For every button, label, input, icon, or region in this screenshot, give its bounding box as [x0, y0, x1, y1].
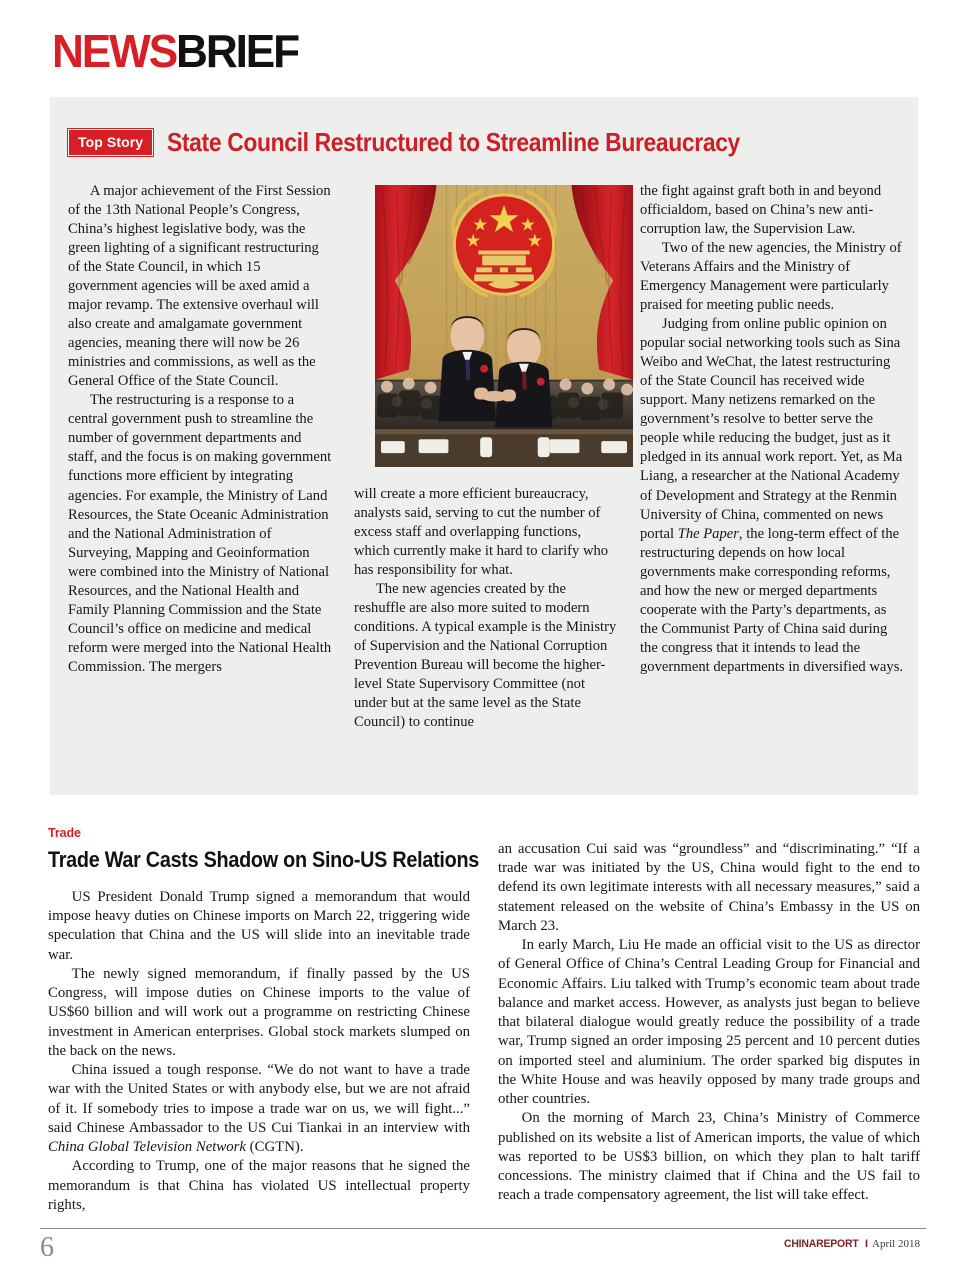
footer-publication-info — [782, 1238, 920, 1250]
trade-story-column-left — [48, 888, 470, 1215]
paragraph: will create a more efficient bureaucracy, analysts said, serving to cut the number of excess staff and overlapping functions, which currently make it hard to clarify who has responsibility for what. — [354, 486, 609, 579]
paragraph: In early March, Liu He made an official visit to the US as director of General Office of China’s Central Leading Group for Financial and Economic Affairs. Liu talked with Trump’s economic team about trade balance and market access. However, as analysts just began to believe that bilateral dialogue would greatly reduce the possibility of a trade war, Trump signed an order imposing 25 percent and 10 percent duties on imported steel and aluminium. The order sparked big disputes in the White House and was heavily opposed by many trade groups and other countries. — [498, 937, 920, 1108]
masthead — [52, 25, 298, 77]
issue-date: April 2018 — [872, 1238, 920, 1250]
section-kicker: Trade — [48, 826, 81, 840]
paragraph: US President Donald Trump signed a memorandum that would impose heavy duties on Chinese imports on March 22, triggering wide speculation that China and the US will slide into an inevitable trade war. — [48, 889, 470, 963]
trade-story-section — [48, 826, 920, 1226]
paragraph: an accusation Cui said was “groundless” and “discriminating.” “If a trade war was initiated by the US, China would fight to the end to defend its own legitimate interests with all necessary measures,” said a statement released on the website of China’s Embassy in the US on March 23. — [498, 841, 920, 934]
publication-brand: CHINAREPORT — [784, 1238, 859, 1250]
footer-separator: I — [864, 1238, 869, 1250]
paragraph: The new agencies created by the reshuffle are also more suited to modern conditions. A typical example is the Ministry of Supervision and the National Corruption Prevention Bureau will become the higher-level State Supervisory Committee (not under but at the same level as the State Council) to continue — [354, 581, 617, 731]
page-number: 6 — [40, 1232, 54, 1263]
paragraph: The restructuring is a response to a central government push to streamline the number of government departments and staff, and the focus is on making government functions more efficient by integrating agencies. For example, the Ministry of Land Resources, the State Oceanic Administration and the National Administration of Surveying, Mapping and Geoinformation were combined into the Ministry of National Resources, and the National Health and Family Planning Commission and the State Council’s office on medicine and medical reform were merged into the National Health Commission. The mergers — [68, 392, 332, 675]
two-officials-handshake-great-hall-photo — [372, 182, 636, 470]
paragraph: A major achievement of the First Session of the 13th National People’s Congress, China’s highest legislative body, was the green lighting of a significant restructuring of the State Council, in which 15 government agencies will be axed amid a major revamp. The extensive overhaul will also create and amalgamate government agencies, meaning there will now be 26 ministries and commissions, as well as the General Office of the State Council. — [68, 183, 331, 390]
status-badge: Top Story — [68, 129, 153, 156]
paragraph — [640, 315, 904, 677]
network-name-italic: China Global Television Network — [48, 1139, 246, 1156]
masthead-news-text: NEWS — [52, 25, 177, 77]
paragraph-text: Judging from online public opinion on popular social networking tools such as Sina Weibo and WeChat, the latest restructuring of the State Council has received wide support. Many netizens remarked on the government’s resolve to better serve the people while reducing the budget, just as it pledged in its annual work report. Yet, as Ma Liang, a researcher at the National Academy of Development and Strategy at the Renmin University of China, commented on news portal — [640, 316, 903, 542]
top-story-column-3 — [640, 182, 904, 677]
paragraph-text-tail: , the long-term effect of the restructuring depends on how local governments make corresponding reforms, and how the new or merged departments cooperate with the Party’s departments, as the Communist Party of China said during the congress that it intends to lead the government departments in diversified ways. — [640, 525, 904, 675]
page-title: State Council Restructured to Streamline Bureaucracy — [167, 127, 741, 157]
masthead-brief-text: BRIEF — [176, 25, 298, 77]
paragraph-text: China issued a tough response. “We do not want to have a trade war with the United States or with anybody else, but we are not afraid of it. If somebody tries to impose a trade war on us, we will fight...” said Chinese Ambassador to the US Cui Tiankai in an interview with — [48, 1062, 470, 1136]
photo-illustration — [375, 185, 633, 467]
paragraph: According to Trump, one of the major reasons that he signed the memorandum is that China has violated US intellectual property rights, — [48, 1158, 470, 1213]
top-story-column-1 — [68, 182, 332, 677]
publication-name-italic: The Paper — [677, 525, 739, 542]
trade-story-title: Trade War Casts Shadow on Sino-US Relations — [48, 847, 480, 872]
top-story-body — [68, 182, 904, 774]
paragraph: Two of the new agencies, the Ministry of Veterans Affairs and the Ministry of Emergency Management were particularly praised for meeting public needs. — [640, 240, 902, 314]
top-story-panel — [50, 97, 918, 795]
trade-story-column-right — [498, 840, 920, 1205]
paragraph-text-tail: (CGTN). — [245, 1139, 304, 1156]
footer-divider — [40, 1228, 926, 1229]
paragraph — [48, 1061, 470, 1157]
paragraph: On the morning of March 23, China’s Ministry of Commerce published on its website a list of American imports, the value of which was reported to be US$3 billion, on which they plan to halt tariff concessions. The ministry claimed that if China and the US fail to reach a trade compensatory agreement, the list will take effect. — [498, 1110, 920, 1204]
paragraph: The newly signed memorandum, if finally passed by the US Congress, will impose duties on Chinese imports to the value of US$60 billion and will work out a programme on restricting Chinese investment in American enterprises. Global stock markets slumped on the back on the news. — [48, 965, 470, 1059]
top-story-column-2 — [354, 485, 618, 732]
top-story-header-row — [68, 129, 908, 156]
paragraph: the fight against graft both in and beyond officialdom, based on China’s new anti-corruption law, the Supervision Law. — [640, 183, 882, 238]
